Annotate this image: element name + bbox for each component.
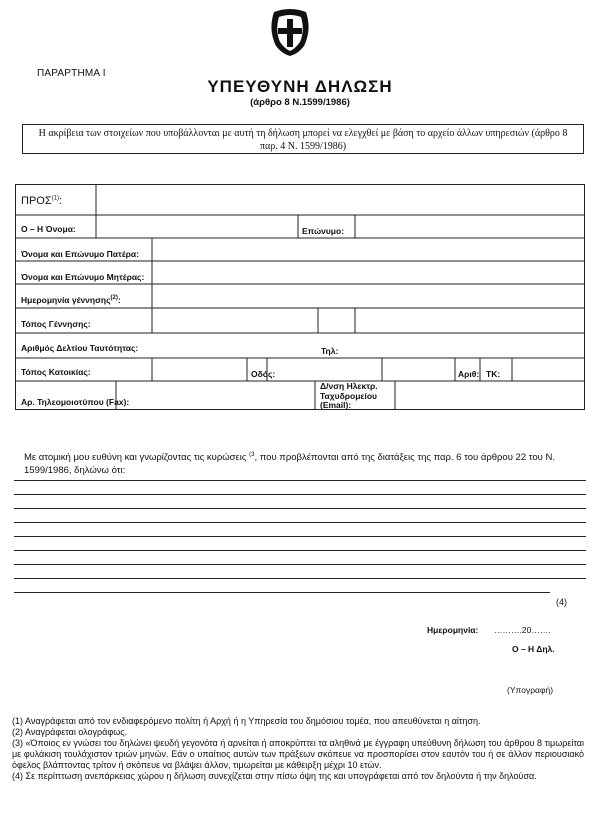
name-field[interactable] [97, 216, 297, 237]
annex-label: ΠΑΡΑΡΤΗΜΑ Ι [37, 68, 106, 79]
label-to: ΠΡΟΣ$^{(1)}$: [21, 195, 63, 207]
footnote-3: (3) «Όποιος εν γνώσει του δηλώνει ψευδή γεγονότα ή αρνείται ή αποκρύπτει τα αληθινά με έγγραφη υπεύθυνη δήλωση του άρθρου 8 τιμωρείται με φυλάκιση τουλάχιστον τριών μηνών. Εάν ο υπαίτιος αυτών των πράξεων σκόπευε να προσπορίσει στον εαυτόν του ή σε άλλον περιουσιακό όφελος βλάπτοντας τρίτον ή σκόπευε να βλάψει άλλον, τιμωρείται με κάθειρξη μέχρι 10 ετών. [12, 738, 584, 770]
label-birth-date: Ημερομηνία γέννησης$^{(2)}$: [21, 295, 121, 305]
label-birthplace: Τόπος Γέννησης: [21, 319, 91, 329]
label-street: Οδός: [251, 369, 276, 379]
date-field[interactable]: ……….20……. [494, 625, 551, 635]
declarant-label: Ο – Η Δηλ. [512, 644, 555, 654]
footnote-4: (4) Σε περίπτωση ανεπάρκειας χώρου η δήλωση συνεχίζεται στην πίσω όψη της και υπογράφεται από τον δηλούντα ή την δηλούσα. [12, 771, 537, 781]
label-surname: Επώνυμο: [302, 226, 345, 236]
surname-field[interactable] [356, 216, 584, 237]
to-field[interactable] [97, 185, 584, 214]
footnotes [12, 716, 584, 782]
label-id-number: Αριθμός Δελτίου Ταυτότητας: [21, 343, 139, 353]
birth-date-field[interactable] [153, 285, 584, 307]
label-phone: Τηλ: [321, 346, 339, 356]
phone-field[interactable] [356, 334, 584, 357]
label-mother-name: Όνομα και Επώνυμο Μητέρας: [21, 272, 145, 282]
label-postcode: ΤΚ: [486, 369, 501, 379]
residence-field[interactable] [153, 359, 246, 380]
label-name: Ο – Η Όνομα: [21, 224, 76, 234]
postcode-field[interactable] [513, 359, 584, 380]
birthplace-field[interactable] [153, 309, 584, 332]
footnote-2: (2) Αναγράφεται ολογράφως. [12, 727, 128, 737]
father-name-field[interactable] [153, 239, 584, 260]
label-residence: Τόπος Κατοικίας: [21, 367, 91, 377]
fax-field[interactable] [117, 382, 314, 409]
id-number-field[interactable] [153, 334, 317, 357]
street-field[interactable] [268, 359, 381, 380]
declaration-writing-lines[interactable] [14, 470, 586, 610]
label-email: Δ/νση Ηλεκτρ. Ταχυδρομείου (Email): [320, 381, 378, 410]
accuracy-notice: Η ακρίβεια των στοιχείων που υποβάλλονται με αυτή τη δήλωση μπορεί να ελεγχθεί με βάση το αρχείο άλλων υπηρεσιών (άρθρο 8 παρ. 4 Ν. 1599/1986) [22, 124, 584, 154]
date-label: Ημερομηνία: [427, 625, 479, 635]
document-subtitle: (άρθρο 8 Ν.1599/1986) [250, 97, 350, 108]
label-father-name: Όνομα και Επώνυμο Πατέρα: [21, 249, 139, 259]
label-fax: Αρ. Τηλεομοιοτύπου (Fax): [21, 397, 130, 407]
continuation-reference: (4) [556, 597, 567, 607]
declaration-statement: Με ατομική μου ευθύνη και γνωρίζοντας τις κυρώσεις $^{(3}$, που προβλέπονται από της διατάξεις της παρ. 6 του άρθρου 22 του Ν. 1599/1986, δηλώνω ότι: [24, 452, 555, 477]
greek-state-emblem-icon [266, 8, 314, 58]
mother-name-field[interactable] [153, 262, 584, 283]
street-number-field[interactable] [383, 359, 454, 380]
document-title: ΥΠΕΥΘΥΝΗ ΔΗΛΩΣΗ [207, 77, 393, 96]
footnote-1: (1) Αναγράφεται από τον ενδιαφερόμενο πολίτη ή Αρχή ή η Υπηρεσία του δημόσιου τομέα, που απευθύνεται η αίτηση. [12, 716, 481, 726]
declarant-details-form [15, 184, 585, 410]
signature-label: (Υπογραφή) [507, 685, 554, 695]
email-field[interactable] [396, 382, 584, 409]
label-street-number: Αριθ: [458, 369, 480, 379]
